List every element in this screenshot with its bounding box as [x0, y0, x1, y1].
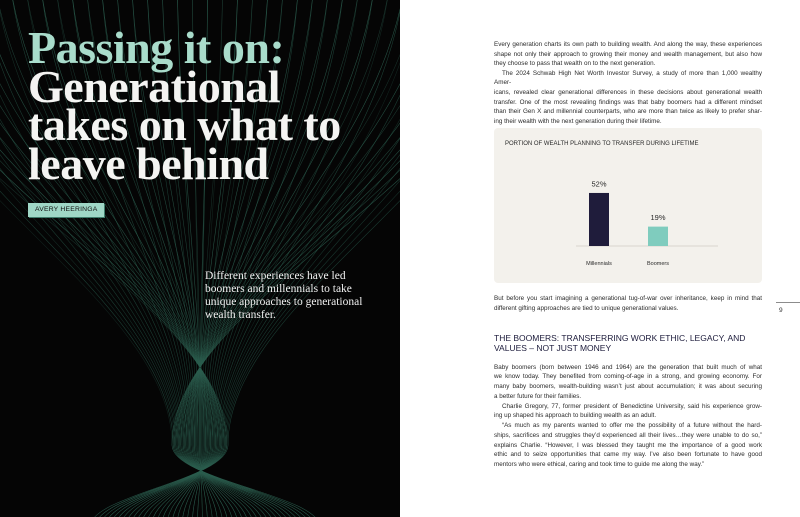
- text-line: a better future for their families.: [494, 392, 582, 400]
- text-line: icans, revealed clear generational differences in these decisions about generational wealth: [494, 88, 762, 96]
- section-heading-line: THE BOOMERS: TRANSFERRING WORK ETHIC, LEGACY, AND: [494, 333, 746, 343]
- author-byline-tag: [28, 203, 104, 217]
- text-line: explains Charlie. “However, I was blessed they taught me the importance of a good work: [494, 441, 762, 449]
- title-line-accent: Passing it on:: [28, 22, 285, 73]
- intro-paragraph: [494, 69, 762, 127]
- bridge-paragraph: [494, 294, 762, 313]
- bar-chart: [494, 128, 762, 283]
- text-line: ing their wealth with the next generation during their lifetime.: [494, 117, 662, 125]
- text-line: they choose to pass that wealth on to the next generation.: [494, 60, 656, 68]
- chart-title: PORTION OF WEALTH PLANNING TO TRANSFER DURING LIFETIME: [505, 141, 699, 147]
- dek-line: boomers and millennials to take: [205, 283, 352, 295]
- text-line: The 2024 Schwab High Net Worth Investor Survey, a study of more than 1,000 wealthy Amer-: [494, 69, 762, 87]
- category-label: Millennials: [586, 261, 612, 267]
- text-line: shape not only their approach to growing their money and wealth management, but also how: [494, 50, 762, 58]
- body-paragraph: [494, 402, 762, 422]
- bar-boomers: [648, 227, 668, 246]
- right-page: [400, 0, 800, 517]
- section-body: [494, 363, 762, 470]
- page-number-rule: [776, 302, 800, 303]
- text-line: ships, sacrifices and struggles they’d experienced all their lives…they were unable to do so,”: [494, 431, 762, 439]
- article-dek: [205, 270, 362, 322]
- text-line: Baby boomers (born between 1946 and 1964) are the generation that built much of what: [494, 363, 762, 371]
- text-line: different gifting approaches are tied to unique generational values.: [494, 304, 679, 312]
- text-line: mentors who were ethical, caring and took time to guide me along the way.”: [494, 461, 705, 468]
- body-paragraph: [494, 421, 762, 470]
- bar-value-label: 19%: [650, 213, 666, 223]
- intro-text: [494, 40, 762, 126]
- bar-millennials: [589, 193, 609, 246]
- text-line: But before you start imagining a generational tug-of-war over inheritance, keep in mind that: [494, 295, 762, 302]
- title-line: Generational: [28, 60, 281, 112]
- text-line: transfer. One of the most revealing findings was that baby boomers had a different mindset: [494, 98, 762, 106]
- author-name: AVERY HEERINGA: [35, 206, 98, 213]
- body-paragraph: [494, 363, 762, 402]
- text-line: “As much as my parents wanted to offer me the possibility of a future without the hard-: [502, 422, 762, 429]
- category-label: Boomers: [646, 261, 670, 267]
- dek-line: wealth transfer.: [205, 309, 276, 321]
- section-heading: [494, 333, 762, 353]
- text-line: ethic and to seize opportunities that came my way. I’ve also been fortunate to have good: [494, 451, 762, 459]
- dek-line: Different experiences have led: [205, 270, 346, 282]
- bridge-text: [494, 294, 762, 313]
- text-line: many baby boomers, wealth-building wasn’t just about accumulation; it was about securing: [494, 383, 762, 390]
- text-line: Every generation charts its own path to building wealth. And along the way, these experiences: [494, 41, 762, 48]
- text-line: we know today. They benefited from coming-of-age in a strong, and growing economy. For: [494, 373, 762, 381]
- page-number: 9: [779, 307, 783, 314]
- bar-chart-card: [494, 128, 762, 283]
- text-line: Charlie Gregory, 77, former president of Benedictine University, said his experience grow-: [502, 402, 762, 410]
- title-line: leave behind: [28, 137, 269, 189]
- bar-value-label: 52%: [591, 179, 607, 189]
- dek-line: unique approaches to generational: [205, 296, 363, 308]
- section-heading-line: VALUES – NOT JUST MONEY: [494, 343, 612, 353]
- text-line: than their Gen X and millennial counterparts, who are more than twice as likely to prefer shar-: [494, 108, 762, 116]
- intro-paragraph: [494, 40, 762, 69]
- text-line: ing up shaped his approach to building wealth as an adult.: [494, 412, 657, 420]
- title-line: takes on what to: [28, 99, 341, 150]
- article-title: [28, 22, 341, 189]
